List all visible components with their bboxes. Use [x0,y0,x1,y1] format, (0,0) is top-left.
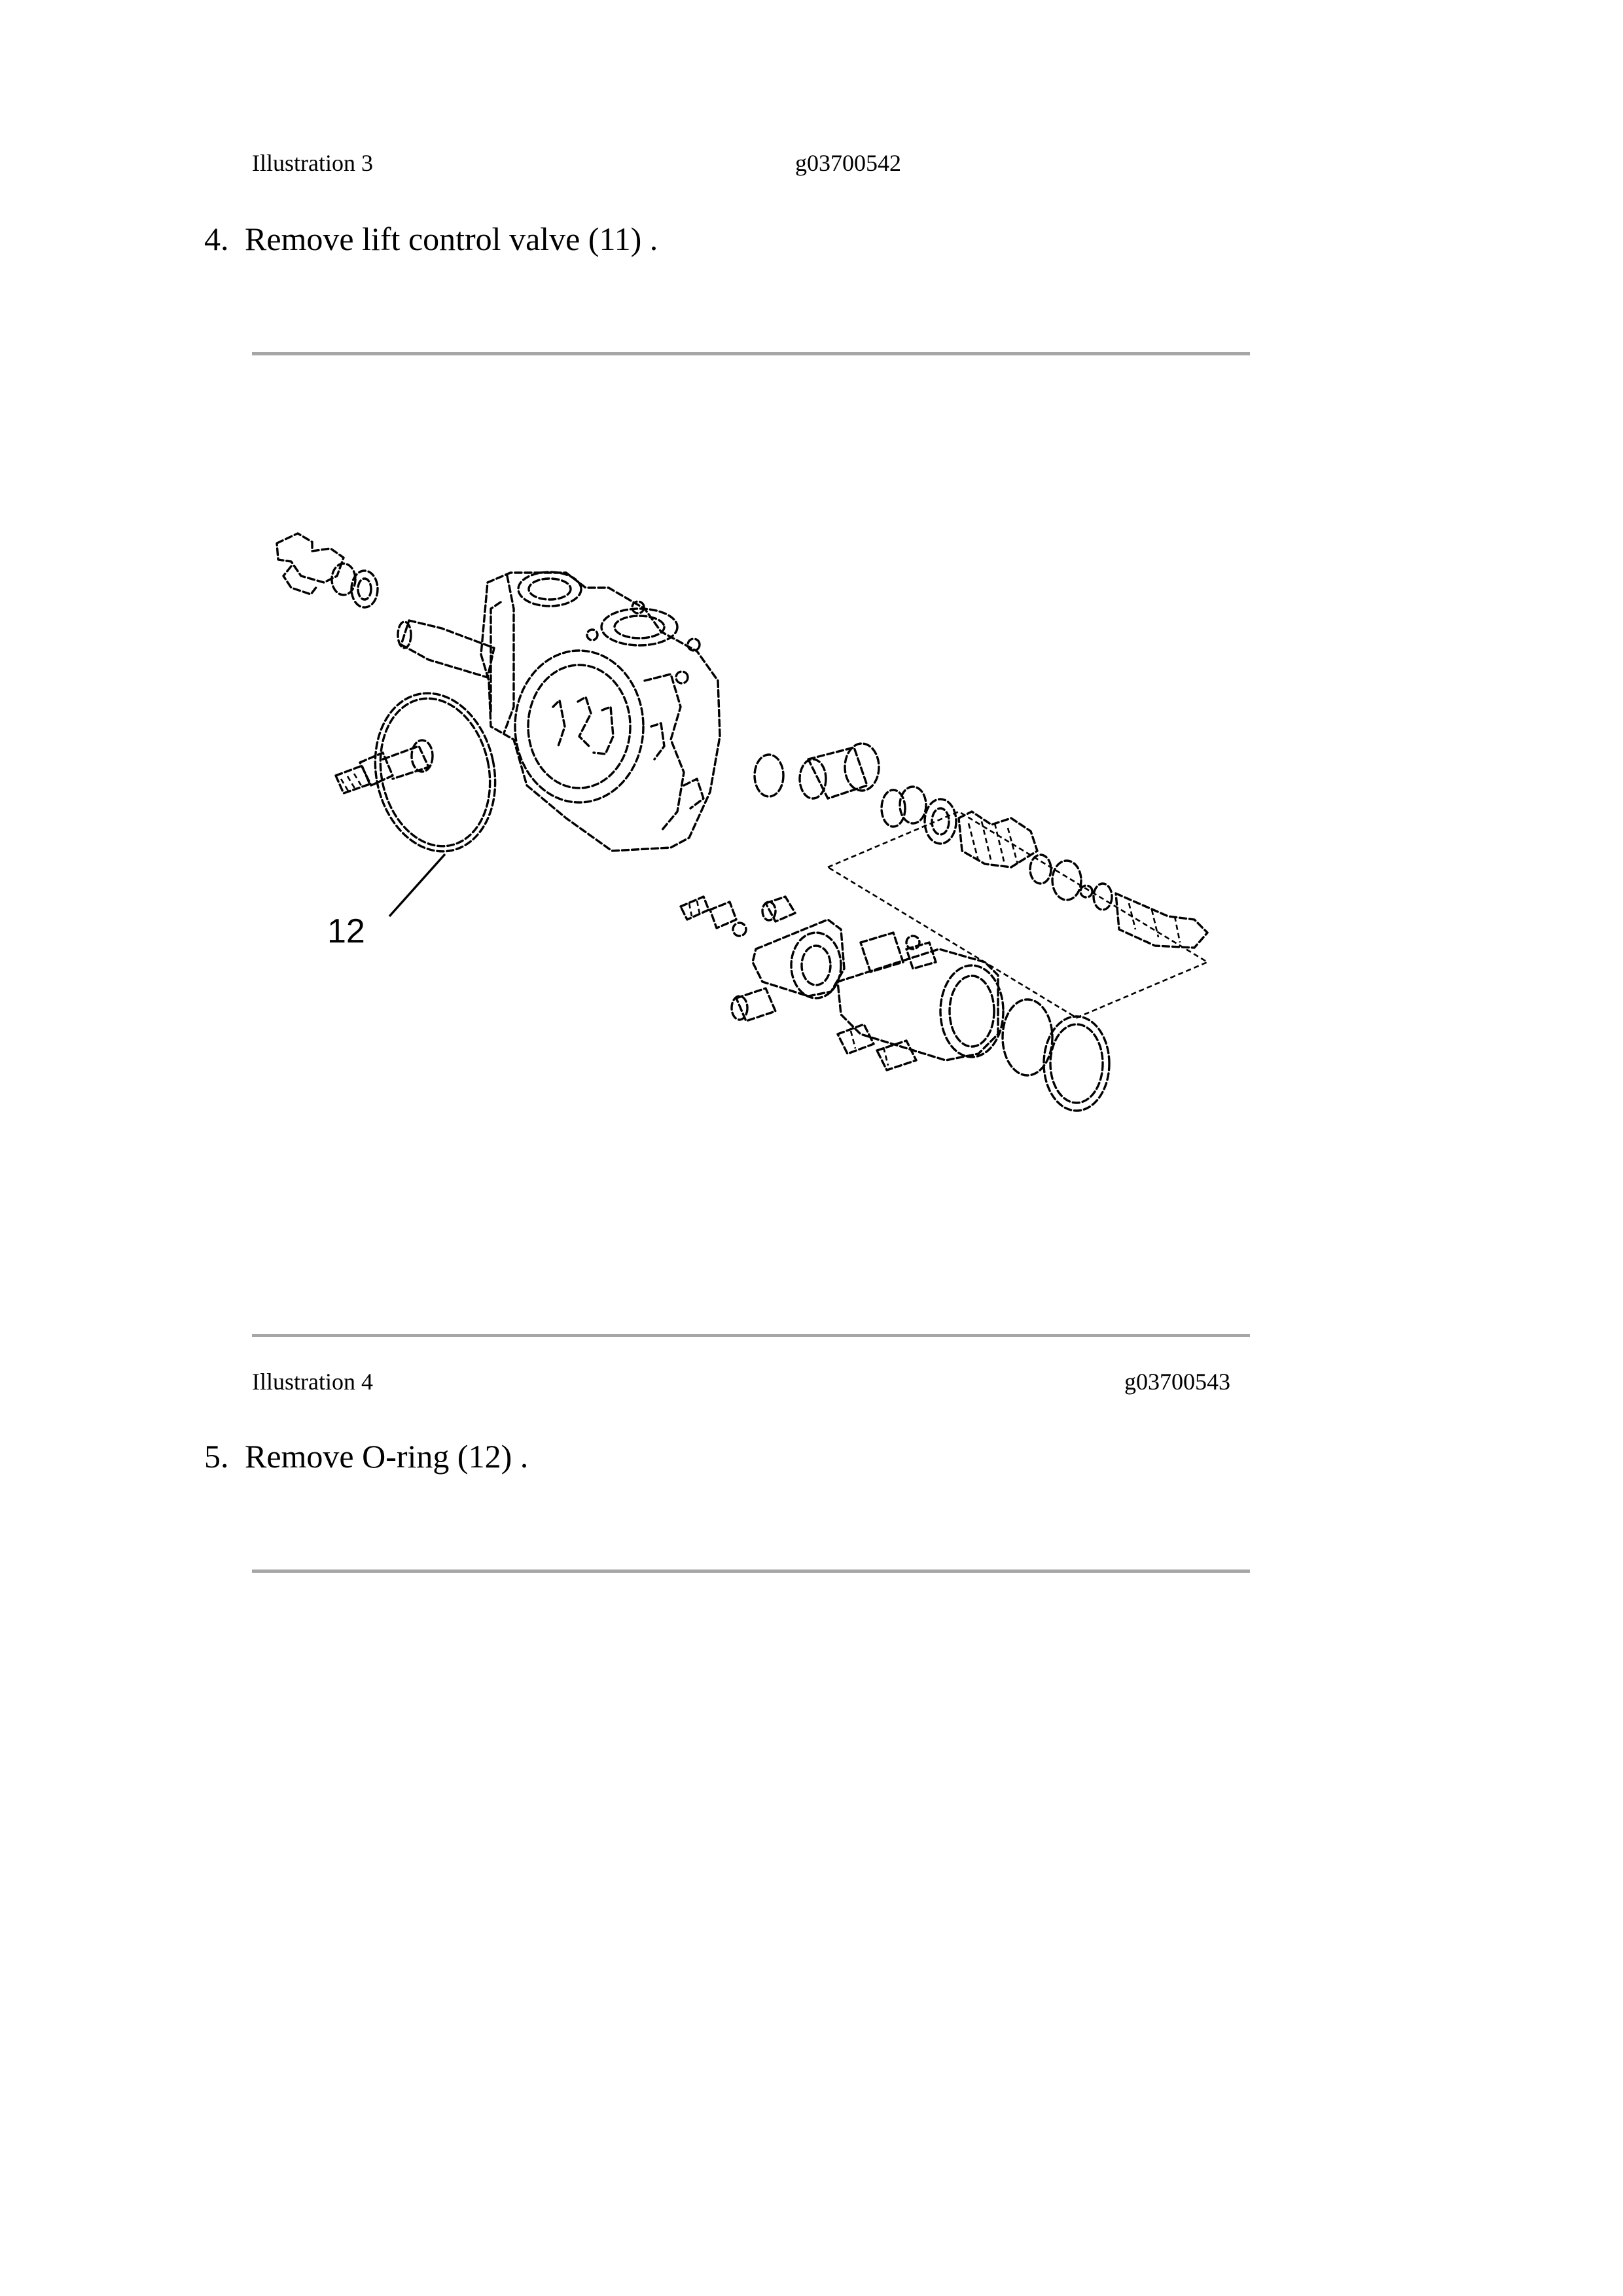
illustration-3-code: g03700542 [795,150,901,176]
illustration-3-label: Illustration 3 [252,150,373,176]
assembly-box [828,812,1207,1018]
callout-12-leader [389,854,445,916]
lower-assembly [681,897,1109,1111]
illustration-4-label: Illustration 4 [252,1369,373,1395]
exploded-valve-diagram [252,511,1250,1204]
step-4-number: 4. [204,221,229,257]
step-5-text: Remove O-ring (12) . [245,1438,529,1475]
divider [252,352,1250,355]
callout-12: 12 [327,912,365,950]
upper-fitting [277,533,494,677]
o-ring-12 [361,682,510,863]
step-4-text: Remove lift control valve (11) . [245,221,658,257]
illustration-4-code: g03700543 [1124,1369,1230,1395]
spool-stack [755,744,1207,948]
valve-drawing [252,511,1250,1204]
divider [252,1570,1250,1573]
valve-body [481,572,720,851]
step-5-number: 5. [204,1438,229,1475]
divider [252,1334,1250,1337]
